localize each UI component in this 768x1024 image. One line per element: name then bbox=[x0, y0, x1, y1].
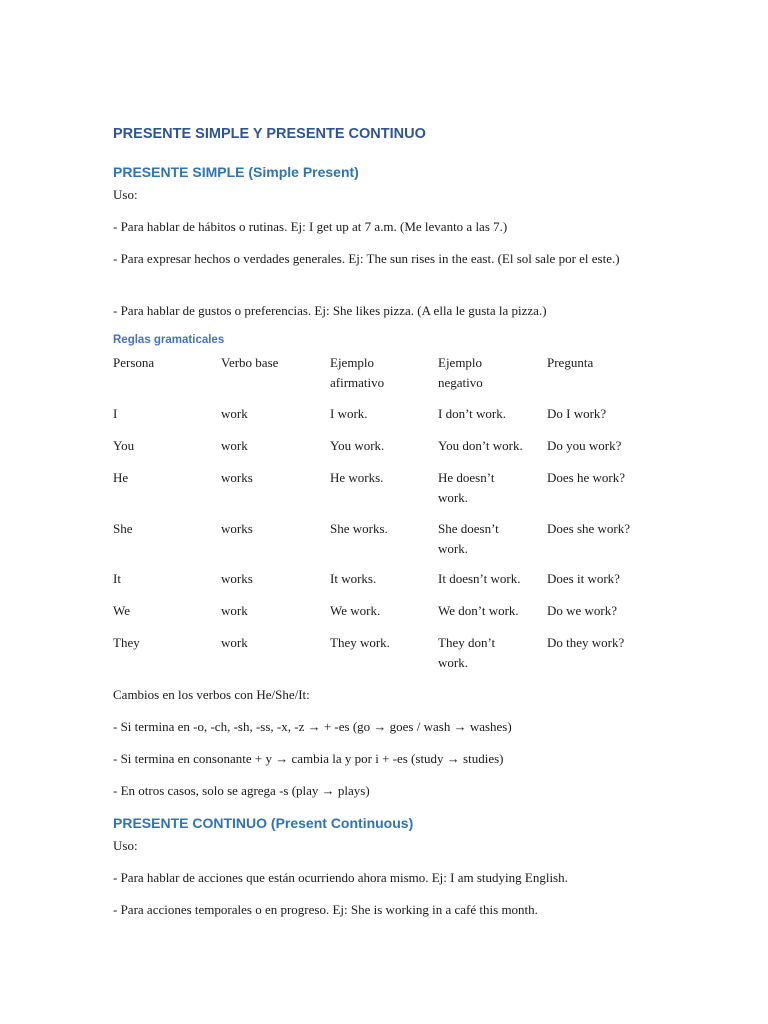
table-cell: Do I work? bbox=[547, 406, 607, 421]
table-cell: It works. bbox=[330, 571, 377, 586]
change-rule: - Si termina en consonante + y → cambia la y por i + -es (study → studies) bbox=[113, 751, 504, 766]
table-cell: I don’t work. bbox=[438, 406, 507, 421]
table-cell: works bbox=[221, 521, 253, 536]
section-heading-simple: PRESENTE SIMPLE (Simple Present) bbox=[113, 164, 359, 180]
table-cell: work bbox=[221, 603, 248, 618]
table-cell: works bbox=[221, 571, 253, 586]
table-cell: She works. bbox=[330, 521, 388, 536]
table-cell: work bbox=[221, 406, 248, 421]
table-cell: She bbox=[113, 521, 133, 536]
table-cell: work bbox=[221, 438, 248, 453]
document-title: PRESENTE SIMPLE Y PRESENTE CONTINUO bbox=[113, 126, 426, 142]
use-item: - Para hablar de hábitos o rutinas. Ej: I get up at 7 a.m. (Me levanto a las 7.) bbox=[113, 219, 508, 234]
table-header-cell: Ejemplo afirmativo bbox=[330, 355, 385, 390]
rules-heading: Reglas gramaticales bbox=[113, 334, 225, 346]
table-header-cell: Pregunta bbox=[547, 355, 594, 370]
changes-label: Cambios en los verbos con He/She/It: bbox=[113, 687, 310, 702]
use-item: - Para hablar de gustos o preferencias. Ej: She likes pizza. (A ella le gusta la pizza.) bbox=[113, 303, 547, 318]
table-cell: Does it work? bbox=[547, 571, 620, 586]
change-rule: - Si termina en -o, -ch, -sh, -ss, -x, -z → + -es (go → goes / wash → washes) bbox=[113, 719, 512, 734]
table-cell: We bbox=[113, 603, 130, 618]
table-header-cell: Ejemplo negativo bbox=[438, 355, 483, 390]
table-cell: He doesn’t work. bbox=[438, 470, 495, 505]
table-header-cell: Verbo base bbox=[221, 355, 279, 370]
table-cell: I work. bbox=[330, 406, 368, 421]
table-cell: I bbox=[113, 406, 118, 421]
table-cell: She doesn’t work. bbox=[438, 521, 499, 556]
table-cell: We work. bbox=[330, 603, 381, 618]
uso-label: Uso: bbox=[113, 187, 138, 202]
table-cell: It doesn’t work. bbox=[438, 571, 521, 586]
table-cell: Does he work? bbox=[547, 470, 625, 485]
table-cell: It bbox=[113, 571, 121, 586]
table-cell: We don’t work. bbox=[438, 603, 519, 618]
uso-label: Uso: bbox=[113, 838, 138, 853]
use-item: - Para hablar de acciones que están ocurriendo ahora mismo. Ej: I am studying English. bbox=[113, 870, 568, 885]
use-item: - Para acciones temporales o en progreso. Ej: She is working in a café this month. bbox=[113, 902, 538, 917]
table-cell: They work. bbox=[330, 635, 390, 650]
table-cell: He works. bbox=[330, 470, 384, 485]
table-cell: Do you work? bbox=[547, 438, 622, 453]
table-cell: work bbox=[221, 635, 248, 650]
use-item: - Para expresar hechos o verdades generales. Ej: The sun rises in the east. (El sol sale por el este.) bbox=[113, 251, 620, 266]
change-rule: - En otros casos, solo se agrega -s (play → plays) bbox=[113, 783, 370, 798]
table-cell: You don’t work. bbox=[438, 438, 523, 453]
table-cell: Does she work? bbox=[547, 521, 631, 536]
table-cell: Do we work? bbox=[547, 603, 618, 618]
table-cell: They don’t work. bbox=[438, 635, 496, 670]
table-cell: works bbox=[221, 470, 253, 485]
section-heading-continuous: PRESENTE CONTINUO (Present Continuous) bbox=[113, 815, 414, 831]
table-header-cell: Persona bbox=[113, 355, 155, 370]
table-cell: They bbox=[113, 635, 140, 650]
table-cell: You bbox=[113, 438, 135, 453]
table-cell: You work. bbox=[330, 438, 385, 453]
table-cell: He bbox=[113, 470, 129, 485]
table-cell: Do they work? bbox=[547, 635, 625, 650]
